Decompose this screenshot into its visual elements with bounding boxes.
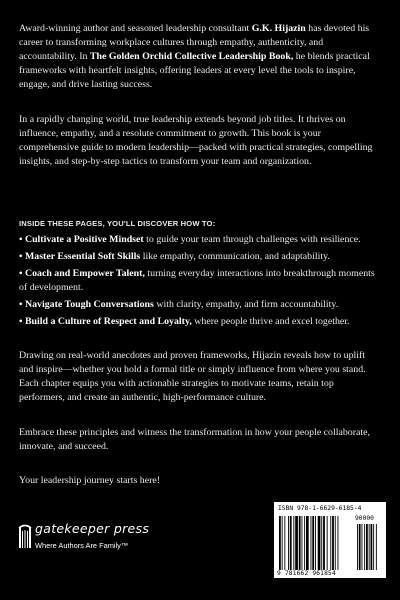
intro-text-3: he blends practical frameworks with heartfelt insights, offering leaders at every level the tools to inspire, engage, and drive lasting success. <box>19 51 370 90</box>
bullet-text: with clarity, empathy, and firm accountability. <box>153 299 339 310</box>
barcode-stripe <box>315 516 316 570</box>
barcode-stripe <box>312 516 314 570</box>
paragraph-3: Drawing on real-world anecdotes and proven frameworks, Hijazin reveals how to uplift and inspire—whether you hold a formal title or simply influence from where you stand. Each chapter equips you with actionable strategies to motivate teams, retain top performers, and create an authentic, high-performance culture. <box>19 350 366 403</box>
barcode-stripe <box>311 516 312 570</box>
bullet-marker: • <box>19 299 25 310</box>
barcode-stripe <box>282 516 283 570</box>
publisher-logo <box>18 521 168 567</box>
bullet-item <box>19 315 381 329</box>
section-heading: INSIDE THESE PAGES, YOU'LL DISCOVER HOW TO: <box>19 219 216 228</box>
bullet-item <box>19 233 381 247</box>
bullet-text: turning everyday interactions into breakthrough moments of development. <box>19 268 375 293</box>
bullet-bold: Master Essential Soft Skills <box>24 251 141 262</box>
intro-text-2: has devoted his career to transforming workplace cultures through empathy, authenticity, and accountability. In <box>19 23 370 62</box>
barcode-stripe <box>306 516 309 570</box>
paragraph-5: Your leadership journey starts here! <box>19 475 161 486</box>
barcode-number: 9 781662 961854 <box>277 570 336 577</box>
bullet-bold: Build a Culture of Respect and Loyalty, <box>24 316 192 327</box>
barcode-stripe <box>321 516 322 570</box>
barcode-stripe <box>290 516 292 570</box>
barcode-stripe <box>364 524 365 570</box>
bullet-marker: • <box>19 316 25 327</box>
isbn-barcode <box>274 502 386 578</box>
bullet-text: to guide your team through challenges with resilience. <box>143 234 361 245</box>
gate-icon <box>18 524 32 550</box>
barcode-stripe <box>332 516 334 570</box>
barcode-stripe <box>295 516 298 570</box>
bullet-marker: • <box>19 234 25 245</box>
barcode-stripe <box>330 516 331 570</box>
price-addon: 90000 <box>355 515 374 522</box>
paragraph-2: In a rapidly changing world, true leadership extends beyond job titles. It thrives on influence, empathy, and a resolute commitment to growth. This book is your comprehensive guide to modern leadership—packed with practical strategies, compelling insights, and step-by-step tactics to transform your team and organization. <box>19 114 373 167</box>
bullet-text: like empathy, communication, and adaptability. <box>140 251 330 262</box>
bullet-item <box>19 250 381 264</box>
bullet-list <box>19 233 381 332</box>
barcode-stripe <box>318 516 321 570</box>
barcode-stripe <box>366 524 368 570</box>
barcode-stripe <box>288 516 289 570</box>
bullet-text: where people thrive and excel together. <box>191 316 350 327</box>
barcode-stripe <box>359 524 361 570</box>
barcode-stripe <box>279 516 281 570</box>
publisher-name: gatekeeper press <box>35 521 150 536</box>
barcode-stripe <box>371 524 373 570</box>
bullet-bold: Coach and Empower Talent, <box>24 268 145 279</box>
barcode-stripe <box>299 516 301 570</box>
intro-text-1: Award-winning author and seasoned leadership consultant <box>19 23 252 34</box>
barcode-stripe <box>304 516 305 570</box>
bullet-bold: Navigate Tough Conversations <box>24 299 154 310</box>
barcode-stripe <box>373 524 374 570</box>
barcode-stripe <box>362 524 363 570</box>
barcode-stripe <box>376 524 377 570</box>
barcode-bars <box>279 516 381 570</box>
publisher-tagline: Where Authors Are Family™ <box>35 541 129 550</box>
barcode-stripe <box>335 516 336 570</box>
barcode-stripe <box>284 516 285 570</box>
isbn-text: ISBN 978-1-6629-6185-4 <box>278 505 362 512</box>
barcode-stripe <box>293 516 294 570</box>
bullet-marker: • <box>19 268 25 279</box>
barcode-stripe <box>323 516 325 570</box>
bullet-bold: Cultivate a Positive Mindset <box>24 234 144 245</box>
barcode-stripe <box>338 516 339 570</box>
author-name: G.K. Hijazin <box>251 23 306 34</box>
barcode-stripe <box>327 516 328 570</box>
bullet-item <box>19 298 381 312</box>
intro-paragraph <box>19 22 381 92</box>
book-title: The Golden Orchid Collective Leadership Book, <box>89 51 294 62</box>
barcode-stripe <box>357 524 358 570</box>
barcode-stripe <box>302 516 303 570</box>
bullet-marker: • <box>19 251 25 262</box>
bullet-item <box>19 267 381 295</box>
paragraph-4: Embrace these principles and witness the transformation in how your people collaborate, innovate, and succeed. <box>19 427 371 452</box>
barcode-stripe <box>369 524 370 570</box>
